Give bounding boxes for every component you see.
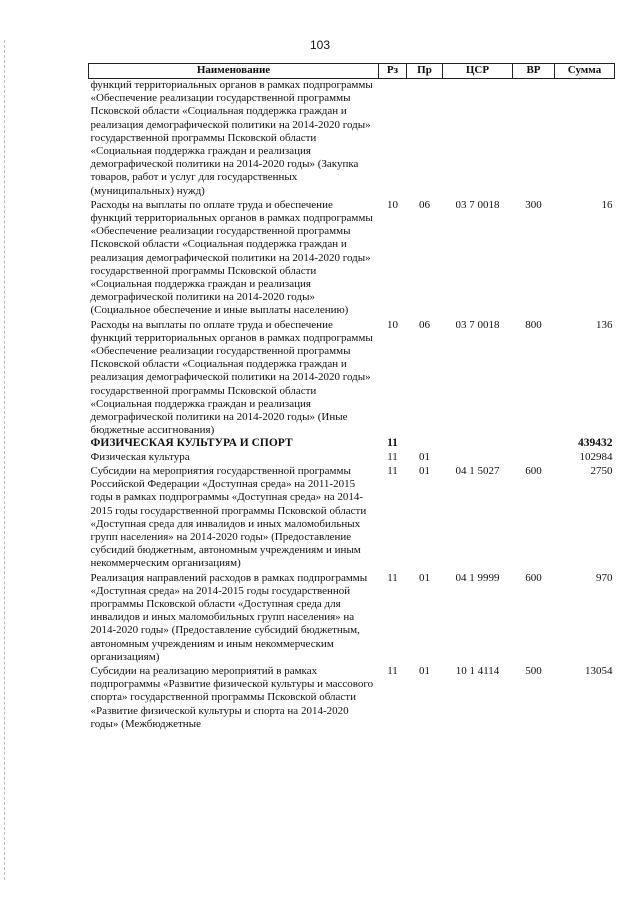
cell-pr (407, 437, 443, 450)
cell-name: Физическая культура (90, 450, 190, 463)
cell-name: Субсидии на мероприятия государственной программы Российской Федерации «Доступная среда» на 2011-2015 годы в рамках подпрограммы «Доступная среда» на 2014-2015 годы государственной программы Псковской области «Доступная среда для инвалидов и иных маломобильных групп населения» на 2014-2020 годы» (Предоставление субсидий бюджетным, автономным учреждениям и иным некоммерческим организациям) (90, 464, 367, 570)
cell-pr: 01 (419, 571, 430, 584)
header-pr: Пр (407, 64, 443, 79)
cell-pr: 01 (419, 450, 430, 463)
cell-csr (443, 451, 513, 464)
cell-sum: 16 (601, 198, 613, 211)
header-name: Наименование (89, 64, 379, 79)
header-sum: Сумма (555, 64, 615, 79)
cell-pr: 01 (419, 664, 430, 677)
cell-csr: 03 7 0018 (455, 198, 500, 211)
cell-vr: 600 (525, 571, 542, 584)
table-row (89, 451, 615, 464)
header-vr: ВР (513, 64, 555, 79)
header-csr: ЦСР (443, 64, 513, 79)
header-rz: Рз (379, 64, 407, 79)
cell-vr: 800 (525, 318, 542, 331)
cell-rz: 11 (387, 464, 398, 477)
cell-csr: 04 1 5027 (455, 464, 500, 477)
cell-rz: 11 (387, 450, 398, 463)
cell-name: ФИЗИЧЕСКАЯ КУЛЬТУРА И СПОРТ (90, 437, 293, 450)
table-row (89, 198, 615, 318)
cell-pr: 01 (419, 464, 430, 477)
cell-sum: 102984 (579, 450, 613, 463)
cell-rz: 11 (387, 571, 398, 584)
cell-name: функций территориальных органов в рамках подпрограммы «Обеспечение реализации государственной программы Псковской области «Социальная поддержка граждан и реализация демографической политики на 2014-2020 годы» государственной программы Псковской области «Социальная поддержка граждан и реализация демографической политики на 2014-2020 годы» (Закупка товаров, работ и услуг для государственных (муниципальных) нужд) (90, 79, 373, 197)
cell-csr: 10 1 4114 (455, 664, 500, 677)
cell-rz: 10 (387, 198, 398, 211)
cell-vr: 300 (525, 198, 542, 211)
cell-pr: 06 (419, 318, 430, 331)
cell-sum (555, 79, 615, 198)
cell-csr: 03 7 0018 (455, 318, 500, 331)
table-row (89, 464, 615, 571)
cell-name: Расходы на выплаты по оплате труда и обеспечение функций территориальных органов в рамках подпрограммы «Обеспечение реализации государственной программы Псковской области «Социальная поддержка граждан и реализация демографической политики на 2014-2020 годы» государственной программы Псковской области «Социальная поддержка граждан и реализация демографической политики на 2014-2020 годы» (Социальное обеспечение и иные выплаты населению) (90, 198, 373, 317)
cell-pr: 06 (419, 198, 430, 211)
cell-vr (513, 451, 555, 464)
cell-vr (513, 79, 555, 198)
cell-pr (407, 79, 443, 198)
page-edge-line (4, 40, 5, 880)
table-row (89, 571, 615, 664)
cell-vr: 500 (525, 664, 542, 677)
budget-table (88, 63, 615, 731)
cell-name: Субсидии на реализацию мероприятий в рамках подпрограммы «Развитие физической культуры и массового спорта» государственной программы Псковской области «Развитие физической культуры и спорта на 2014-2020 годы» (Межбюджетные (90, 664, 374, 730)
cell-rz: 11 (387, 437, 398, 450)
cell-rz: 11 (387, 664, 398, 677)
table-header (89, 64, 615, 79)
cell-sum: 970 (596, 571, 613, 584)
cell-vr: 600 (525, 464, 542, 477)
cell-csr (443, 79, 513, 198)
cell-name: Расходы на выплаты по оплате труда и обеспечение функций территориальных органов в рамках подпрограммы «Обеспечение реализации государственной программы Псковской области «Социальная поддержка граждан и реализация демографической политики на 2014-2020 годы» государственной программы Псковской области «Социальная поддержка граждан и реализация демографической политики на 2014-2020 годы» (Иные бюджетные ассигнования) (90, 318, 373, 437)
page-number: 103 (309, 38, 331, 52)
table-row (89, 79, 615, 198)
cell-sum: 439432 (578, 437, 613, 450)
table-row (89, 664, 615, 731)
table-row (89, 437, 615, 450)
table-row (89, 318, 615, 438)
cell-rz: 10 (387, 318, 398, 331)
cell-vr (513, 437, 555, 450)
cell-sum: 136 (596, 318, 613, 331)
table-body (89, 79, 615, 731)
cell-sum: 13054 (585, 664, 613, 677)
cell-csr (443, 437, 513, 450)
cell-csr: 04 1 9999 (455, 571, 500, 584)
cell-name: Реализация направлений расходов в рамках подпрограммы «Доступная среда» на 2014-2015 годы государственной программы Псковской области «Доступная среда для инвалидов и иных маломобильных групп населения» на 2014-2020 годы» (Предоставление субсидий бюджетным, автономным учреждениям и иным некоммерческим организациям) (90, 571, 368, 663)
cell-sum: 2750 (590, 464, 613, 477)
cell-rz (379, 79, 407, 198)
